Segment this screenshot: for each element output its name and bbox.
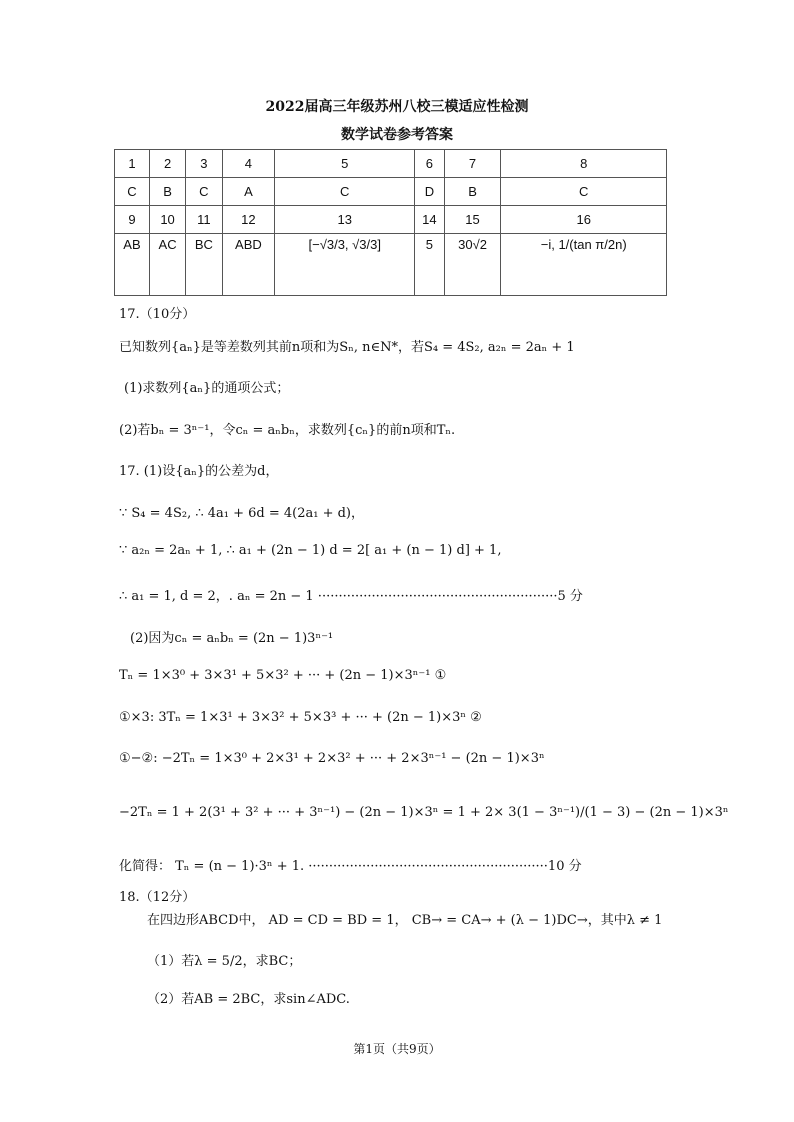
q17-part2: (2)若bₙ = 3ⁿ⁻¹，令cₙ = aₙbₙ，求数列{cₙ}的前n项和Tₙ. <box>119 423 456 438</box>
table-cell: C <box>115 178 150 206</box>
table-cell: 15 <box>444 206 501 234</box>
table-cell: AC <box>149 234 185 296</box>
q17-stem: 已知数列{aₙ}是等差数列其前n项和为Sₙ, n∈N*，若S₄ = 4S₂, a₂ₙ = 2aₙ + 1 <box>119 340 575 355</box>
table-cell: 9 <box>115 206 150 234</box>
table-cell: 11 <box>186 206 222 234</box>
table-cell: C <box>275 178 415 206</box>
table-cell: 12 <box>222 206 275 234</box>
table-cell: D <box>415 178 444 206</box>
table-cell: 30√2 <box>444 234 501 296</box>
answer-table <box>114 149 667 296</box>
page-footer: 第1页（共9页） <box>353 1042 441 1056</box>
table-cell: 6 <box>415 150 444 178</box>
table-row <box>115 206 667 234</box>
solution-line: Tₙ = 1×3⁰ + 3×3¹ + 5×3² + ··· + (2n − 1)×3ⁿ⁻¹ ① <box>119 668 447 683</box>
q17-part1: (1)求数列{aₙ}的通项公式； <box>124 381 290 396</box>
solution-line: (2)因为cₙ = aₙbₙ = (2n − 1)3ⁿ⁻¹ <box>130 631 334 646</box>
q18-heading: 18.（12分） <box>119 890 196 905</box>
solution-line: ∵ S₄ = 4S₂, ∴ 4a₁ + 6d = 4(2a₁ + d)， <box>119 506 365 521</box>
table-row <box>115 178 667 206</box>
q18-part2: （2）若AB = 2BC，求sin∠ADC. <box>147 992 350 1007</box>
table-cell: C <box>186 178 222 206</box>
solution-line: ∴ a₁ = 1, d = 2，. aₙ = 2n − 1 ··························································5 分 <box>119 589 583 604</box>
table-cell: 5 <box>275 150 415 178</box>
solution-line: ∵ a₂ₙ = 2aₙ + 1, ∴ a₁ + (2n − 1) d = 2[ a₁ + (n − 1) d] + 1, <box>119 543 502 558</box>
solution-line: ①×3: 3Tₙ = 1×3¹ + 3×3² + 5×3³ + ··· + (2n − 1)×3ⁿ ② <box>119 710 482 725</box>
q18-stem: 在四边形ABCD中， AD = CD = BD = 1， CB→ = CA→ + (λ − 1)DC→，其中λ ≠ 1 <box>147 913 663 928</box>
solution-line: ①−②: −2Tₙ = 1×3⁰ + 2×3¹ + 2×3² + ··· + 2×3ⁿ⁻¹ − (2n − 1)×3ⁿ <box>119 751 545 766</box>
table-cell: C <box>501 178 667 206</box>
page-subtitle: 数学试卷参考答案 <box>341 127 453 143</box>
table-cell: BC <box>186 234 222 296</box>
page-title: 2022届高三年级苏州八校三模适应性检测 <box>265 99 529 115</box>
table-cell: 1 <box>115 150 150 178</box>
table-cell: 2 <box>149 150 185 178</box>
table-cell: 16 <box>501 206 667 234</box>
q17-heading: 17.（10分） <box>119 307 196 322</box>
table-cell: 3 <box>186 150 222 178</box>
table-cell: 13 <box>275 206 415 234</box>
table-cell: 5 <box>415 234 444 296</box>
table-cell: B <box>444 178 501 206</box>
table-cell: −i, 1/(tan π/2n) <box>501 234 667 296</box>
table-cell: [−√3/3, √3/3] <box>275 234 415 296</box>
table-cell: B <box>149 178 185 206</box>
table-cell: 14 <box>415 206 444 234</box>
table-cell: AB <box>115 234 150 296</box>
solution-line: 17. (1)设{aₙ}的公差为d， <box>119 464 279 479</box>
table-cell: A <box>222 178 275 206</box>
solution-line: 化简得： Tₙ = (n − 1)·3ⁿ + 1. ··························································10 分 <box>119 859 582 874</box>
q18-part1: （1）若λ = 5/2，求BC； <box>147 954 302 969</box>
table-row <box>115 150 667 178</box>
solution-line: −2Tₙ = 1 + 2(3¹ + 3² + ··· + 3ⁿ⁻¹) − (2n − 1)×3ⁿ = 1 + 2× 3(1 − 3ⁿ⁻¹)/(1 − 3) − (2n − 1)×3ⁿ <box>119 805 729 820</box>
table-cell: 4 <box>222 150 275 178</box>
table-cell: ABD <box>222 234 275 296</box>
table-row <box>115 234 667 296</box>
table-cell: 7 <box>444 150 501 178</box>
table-cell: 10 <box>149 206 185 234</box>
table-cell: 8 <box>501 150 667 178</box>
